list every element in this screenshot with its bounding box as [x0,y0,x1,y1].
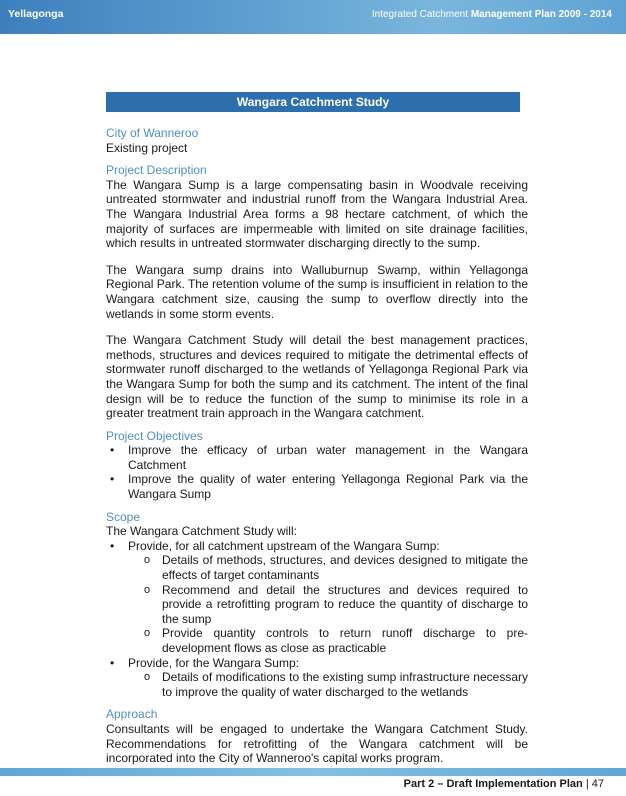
page-title: Wangara Catchment Study [106,92,520,112]
scope-heading: Scope [106,509,141,524]
list-item [106,539,528,554]
footer [404,778,604,790]
scope-list [106,656,528,671]
plan-title-bold: Management Plan 2009 - 2014 [470,9,612,20]
project-status: Existing project [106,140,188,155]
approach-text: Consultants will be engaged to undertake the Wangara Catchment Study. Recommendations for retrofitting of the Wangara catchment will be incorporated into the City of Wanneroo's capital works program. [106,721,528,766]
list-item: • Improve the efficacy of urban water management in the Wangara Catchment [106,443,528,472]
description-heading: Project Description [106,163,207,178]
sub-list-item: o Details of modifications to the existing sump infrastructure necessary to improve the quality of water discharged to the wetlands [142,670,528,699]
page-number: | 47 [585,778,604,790]
sub-list-item: o Details of methods, structures, and devices designed to mitigate the effects of target contaminants [142,553,528,582]
header-banner [0,0,626,34]
scope-sublist [106,670,528,699]
list-item [106,656,528,671]
scope-intro: The Wangara Catchment Study will: [106,524,297,539]
approach-heading: Approach [106,707,158,722]
objectives-heading: Project Objectives [106,428,203,443]
description-paragraph: The Wangara sump drains into Walluburnup Swamp, within Yellagonga Regional Park. The retention volume of the sump is insufficient in relation to the Wangara catchment size, causing the sump to overflow directly into the wetlands in some storm events. [106,262,528,321]
sub-list-item: o Provide quantity controls to return runoff discharge to pre-development flows as close as practicable [142,626,528,655]
brand-name: Yellagonga [8,8,64,20]
objectives-list [106,443,528,501]
list-item-text: Provide, for the Wangara Sump: [128,655,299,670]
document-body [106,126,528,766]
footer-bar [0,768,626,776]
plan-title-prefix: Integrated Catchment [371,9,471,20]
description-paragraph: The Wangara Catchment Study will detail the best management practices, methods, structures and devices required to mitigate the detrimental effects of stormwater runoff discharged to the wetlands of Yellagonga Regional Park via the Wangara Sump for both the sump and its catchment. The intent of the final design will be to reduce the function of the sump to minimise its role in a greater treatment train approach in the Wangara catchment. [106,333,528,421]
list-item: • Improve the quality of water entering Yellagonga Regional Park via the Wangara Sump [106,472,528,501]
sub-list-item: o Recommend and detail the structures and devices required to provide a retrofitting program to reduce the quantity of discharge to the sump [142,583,528,627]
org-heading: City of Wanneroo [106,126,199,140]
list-item-text: Provide, for all catchment upstream of the Wangara Sump: [128,538,440,553]
description-paragraph: The Wangara Sump is a large compensating basin in Woodvale receiving untreated stormwater and industrial runoff from the Wangara Industrial Area. The Wangara Industrial Area forms a 98 hectare catchment, of which the majority of surfaces are impermeable with limited on site drainage facilities, which results in untreated stormwater discharging directly to the sump. [106,177,528,251]
footer-part-label: Part 2 – Draft Implementation Plan [403,778,583,790]
plan-title [372,9,612,20]
scope-list [106,539,528,554]
scope-sublist [106,553,528,655]
